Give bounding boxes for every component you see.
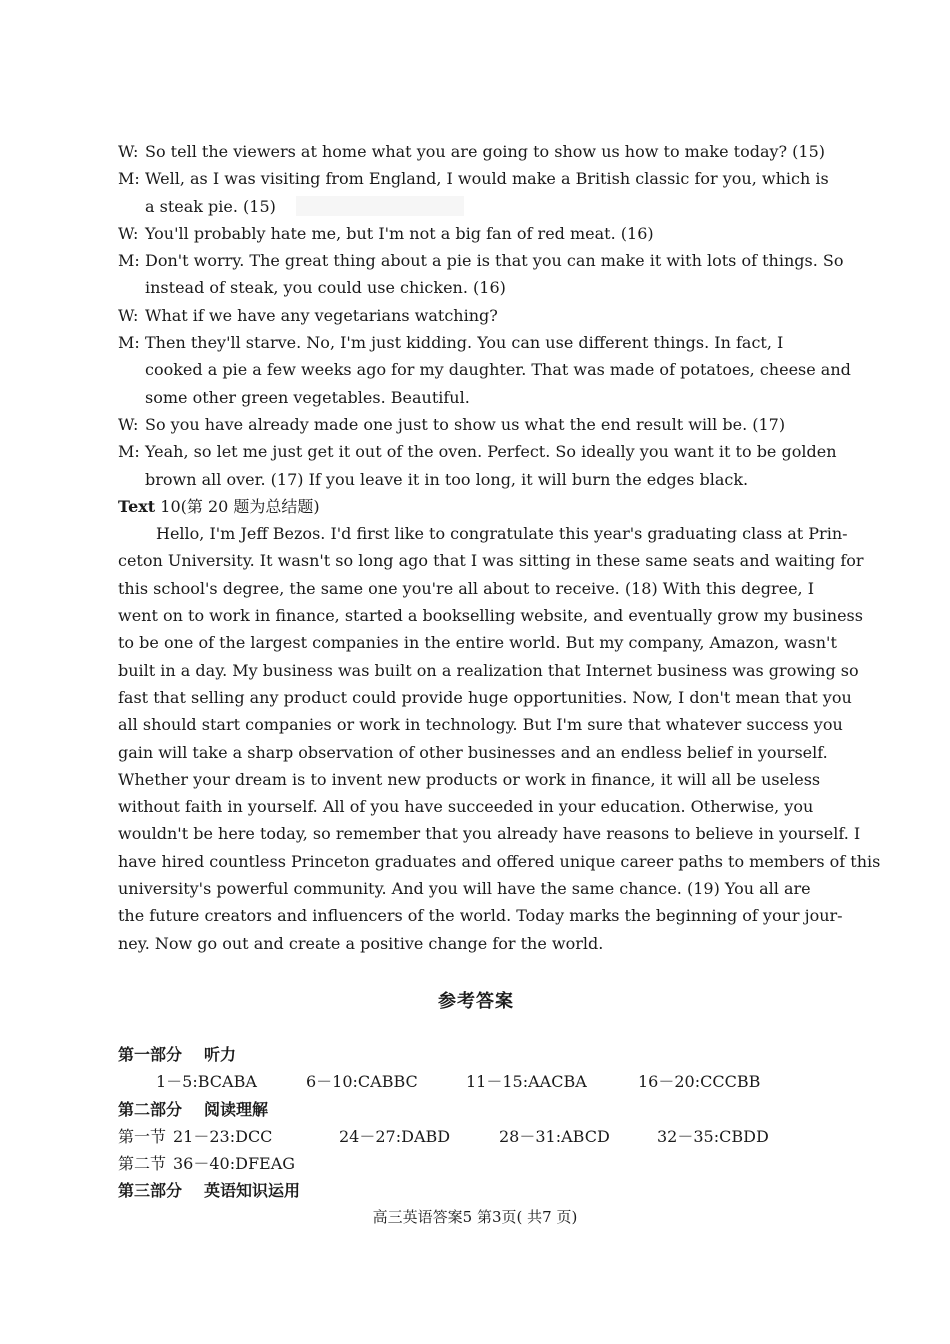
speaker: W: [118,305,139,325]
section2-label: 第二节 [118,1154,167,1174]
passage-text: Hello, I'm Jeff Bezos. I'd first like to congratulate this year's graduating class at Prin- [156,524,848,544]
passage-line: went on to work in finance, started a bookselling website, and eventually grow my business [118,606,863,626]
dialogue-text: Don't worry. The great thing about a pie is that you can make it with lots of things. So [145,251,844,271]
passage-line: university's powerful community. And you will have the same chance. (19) You all are [118,879,811,899]
passage-line: Whether your dream is to invent new products or work in finance, it will all be useless [118,769,821,789]
passage-line: fast that selling any product could provide huge opportunities. Now, I don't mean that you [118,687,852,707]
dialogue-text: Yeah, so let me just get it out of the oven. Perfect. So ideally you want it to be golden [145,442,837,462]
dialogue-text: So tell the viewers at home what you are going to show us how to make today? (15) [145,142,826,161]
part2-name: 阅读理解 [204,1099,269,1119]
dialogue-continuation: cooked a pie a few weeks ago for my daughter. That was made of potatoes, cheese and [145,360,851,380]
speaker: W: [118,414,139,434]
part3-heading [118,1177,834,1204]
answer-group: 21－23:DCC [173,1126,273,1146]
text10-heading-rest: 10(第 20 题为总结题) [155,496,320,516]
dialogue-line [118,138,834,165]
dialogue-text: So you have already made one just to show us what the end result will be. (17) [145,414,786,434]
dialogue-line [118,247,844,274]
part3-name: 英语知识运用 [204,1181,301,1201]
text10-label: Text [118,496,156,516]
answer-group: 36－40:DFEAG [173,1154,296,1174]
part2-label: 第二部分 [118,1099,183,1119]
dialogue-line [118,438,837,465]
passage-line [118,520,848,547]
passage-line: the future creators and influencers of the world. Today marks the beginning of your jour- [118,906,843,926]
passage-line: have hired countless Princeton graduates and offered unique career paths to members of this [118,851,881,871]
speaker: M: [118,333,140,353]
part3-label: 第三部分 [118,1181,183,1201]
text10-heading [118,493,834,520]
part1-heading [118,1041,834,1068]
passage-line: ceton University. It wasn't so long ago that I was sitting in these same seats and waiting for [118,551,864,571]
section2-answers [118,1150,834,1177]
dialogue-line [118,220,834,247]
answer-group: 24－27:DABD [339,1126,451,1146]
dialogue-continuation: a steak pie. (15) [145,196,276,216]
speaker: M: [118,251,140,271]
passage-line: ney. Now go out and create a positive change for the world. [118,933,604,953]
speaker: W: [118,142,139,161]
answer-group: 1－5:BCABA [156,1072,257,1092]
text10-passage [118,520,881,957]
dialogue-line [118,411,834,438]
dialogue-line [118,165,834,192]
passage-line: all should start companies or work in technology. But I'm sure that whatever success you [118,715,843,735]
part1-answers [118,1068,834,1095]
section1-label: 第一节 [118,1126,167,1146]
passage-line: gain will take a sharp observation of other businesses and an endless belief in yourself. [118,742,828,762]
dialogue-text: Well, as I was visiting from England, I would make a British classic for you, which is [145,169,829,189]
passage-line: without faith in yourself. All of you have succeeded in your education. Otherwise, you [118,797,814,817]
passage-line: this school's degree, the same one you're all about to receive. (18) With this degree, I [118,578,815,598]
answer-group: 28－31:ABCD [499,1126,610,1146]
passage-line: built in a day. My business was built on a realization that Internet business was growing so [118,660,859,680]
answer-group: 16－20:CCCBB [638,1072,761,1092]
answer-group: 32－35:CBDD [657,1126,769,1146]
page-footer: 高三英语答案5 第3页( 共7 页) [372,1208,578,1226]
dialogue-line [118,302,834,329]
part2-heading [118,1096,834,1123]
speaker: M: [118,169,140,189]
speaker: W: [118,223,139,243]
dialogue [118,138,851,493]
answer-group: 6－10:CABBC [306,1072,418,1092]
part1-label: 第一部分 [118,1044,183,1064]
dialogue-text: What if we have any vegetarians watching? [145,305,498,325]
answers-title: 参考答案 [438,990,514,1012]
section1-answers [118,1123,834,1150]
answer-group: 11－15:AACBA [466,1072,587,1092]
dialogue-text: Then they'll starve. No, I'm just kidding. You can use different things. In fact, I [145,333,784,353]
speaker: M: [118,442,140,462]
dialogue-continuation: some other green vegetables. Beautiful. [145,387,470,407]
dialogue-text: You'll probably hate me, but I'm not a big fan of red meat. (16) [145,223,654,243]
dialogue-continuation: instead of steak, you could use chicken. (16) [145,278,506,298]
page-content [118,138,881,1205]
dialogue-continuation: brown all over. (17) If you leave it in too long, it will burn the edges black. [145,469,749,489]
dialogue-line [118,329,834,356]
passage-line: wouldn't be here today, so remember that you already have reasons to believe in yourself. I [118,824,861,844]
passage-line: to be one of the largest companies in the entire world. But my company, Amazon, wasn't [118,633,837,653]
part1-name: 听力 [204,1044,237,1064]
